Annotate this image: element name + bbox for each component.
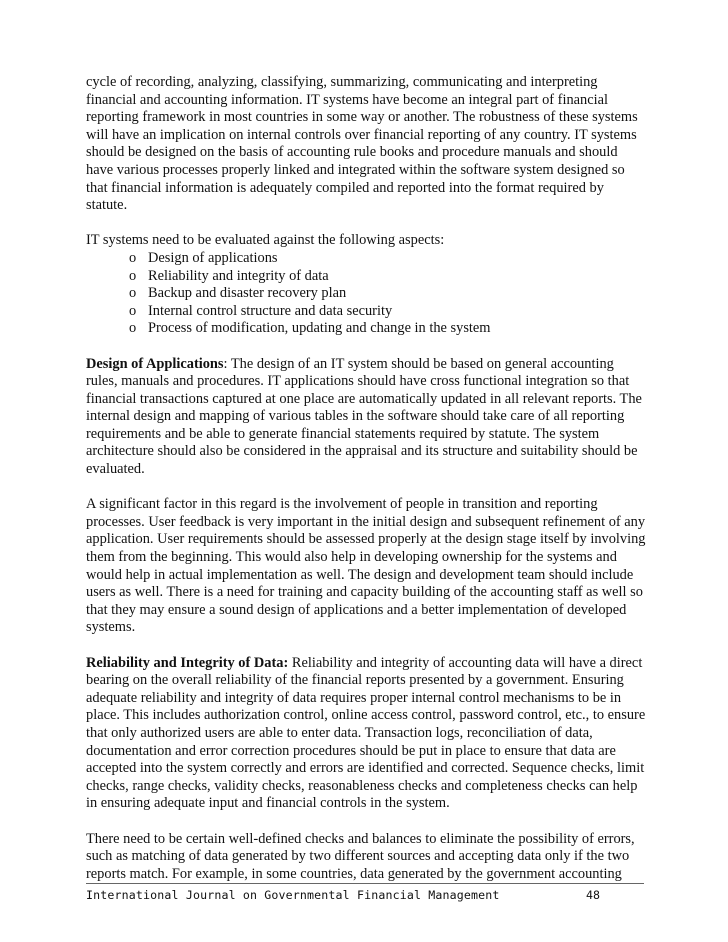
list-item-label: Internal control structure and data security [148,302,393,319]
bullet-icon: o [129,267,137,284]
list-item-label: Design of applications [148,249,278,266]
aspects-list [86,250,646,338]
involvement-paragraph: A significant factor in this regard is the involvement of people in transition and reporting processes. User feedback is very important in the initial design and subsequent refinement of any application. User requirements should be assessed properly at the design stage itself by involving them from the beginning. This would also help in developing ownership for the systems and would help in actual implementation as well. The design and development team should include users as well. There is a need for training and capacity building of the accounting staff as well so that they may ensure a sound design of applications and a better implementation of developed systems. [86,496,646,636]
list-item [86,303,646,321]
bullet-icon: o [129,285,137,302]
list-item [86,285,646,303]
page-body [86,74,646,883]
page-footer [86,883,644,902]
list-item-label: Process of modification, updating and change in the system [148,320,491,337]
page-number: 48 [586,888,600,902]
journal-title: International Journal on Governmental Financial Management [86,888,500,902]
list-item [86,268,646,286]
bullet-icon: o [129,302,137,319]
list-item [86,250,646,268]
reliability-text: Reliability and integrity of accounting data will have a direct bearing on the overall reliability of the financial reports presented by a government. Ensuring adequate reliability and integrity of data requires proper internal control mechanisms to be in place. This includes authorization control, online access control, password control, etc., to ensure that only authorized users are able to enter data. Transaction logs, reconciliation of data, documentation and error correction procedures should be put in place to ensure that data are accepted into the system correctly and errors are identified and corrected. Sequence checks, limit checks, range checks, validity checks, reasonableness checks and completeness checks can help in ensuring adequate input and financial controls in the system. [86,654,646,812]
intro-paragraph: cycle of recording, analyzing, classifying, summarizing, communicating and interpreting financial and accounting information. IT systems have become an integral part of financial reporting framework in most countries in some way or another. The robustness of these systems will have an implication on internal controls over financial reporting of any country. IT systems should be designed on the basis of accounting rule books and procedure manuals and should have various processes properly linked and integrated within the software system designed so that financial information is adequately compiled and reported into the format required by statute. [86,74,638,214]
aspects-intro: IT systems need to be evaluated against the following aspects: [86,232,445,249]
reliability-heading: Reliability and Integrity of Data: [86,654,289,671]
bullet-icon: o [129,249,137,266]
bullet-icon: o [129,320,137,337]
list-item-label: Backup and disaster recovery plan [148,285,347,302]
checks-paragraph: There need to be certain well-defined checks and balances to eliminate the possibility of errors, such as matching of data generated by two different sources and accepting data only if the two reports match. For example, in some countries, data generated by the government accounting [86,830,635,882]
design-heading: Design of Applications [86,355,224,372]
list-item-label: Reliability and integrity of data [148,267,329,284]
list-item [86,320,646,338]
design-text: : The design of an IT system should be based on general accounting rules, manuals and procedures. IT applications should have cross functional integration so that financial transactions captured at one place are automatically updated in all relevant reports. The internal design and mapping of various tables in the software should take care of all reporting requirements and be able to generate financial statements required by statute. The system architecture should also be considered in the appraisal and its structure and suitability should be evaluated. [86,355,642,478]
reliability-paragraph [86,655,646,813]
design-paragraph [86,356,646,479]
